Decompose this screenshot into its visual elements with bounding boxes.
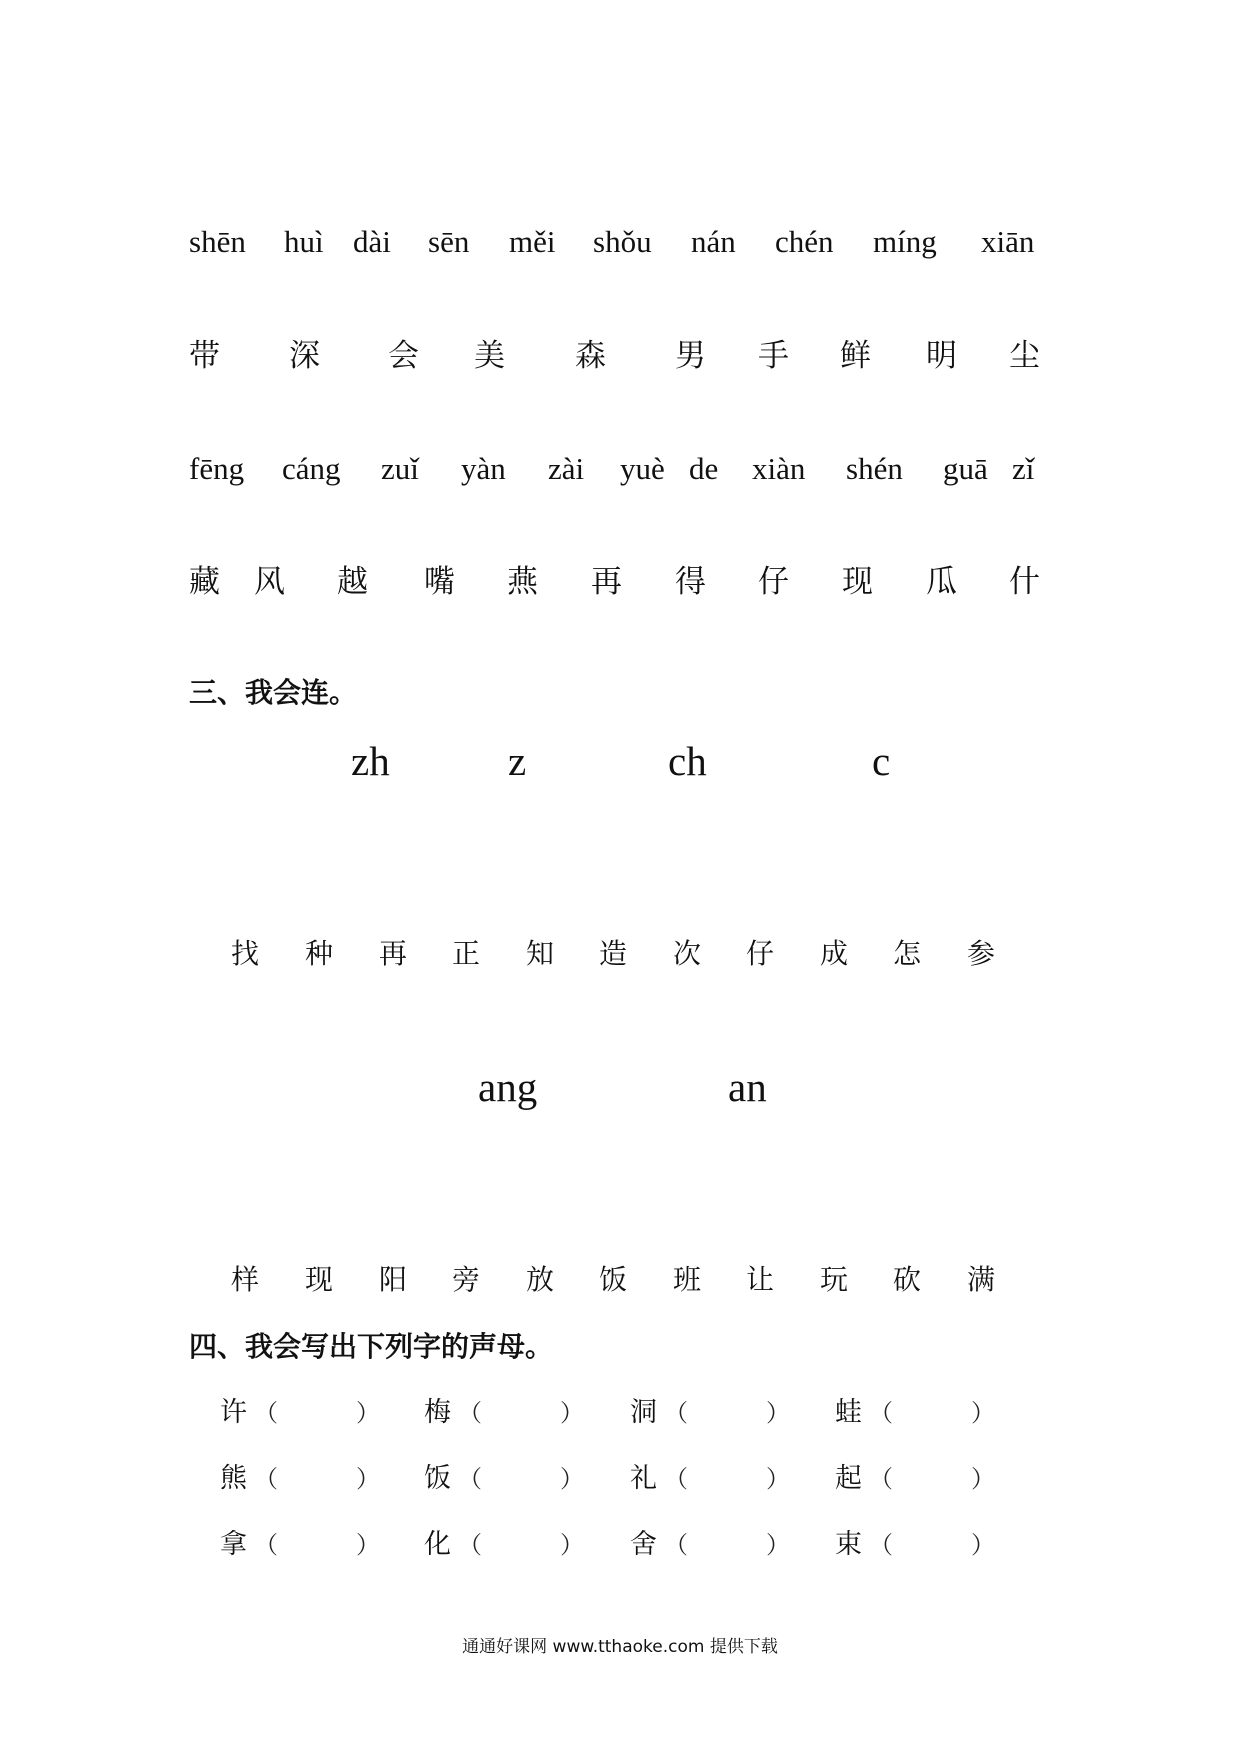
hanzi-item: 美 [474, 338, 505, 374]
footer-credit: 通通好课网 www.tthaoke.com 提供下载 [462, 1637, 778, 1657]
match-char: 正 [452, 937, 481, 970]
hanzi-item: 嘴 [424, 564, 455, 600]
pinyin-item: xiàn [752, 451, 806, 486]
hanzi-row-2 [0, 562, 1240, 622]
final-item: ang [478, 1064, 538, 1110]
match-char: 知 [526, 937, 555, 970]
pinyin-item: cáng [282, 451, 341, 486]
paren-open: （ [458, 1531, 482, 1559]
quiz-char: 化 [424, 1529, 451, 1560]
paren-close: ） [560, 1465, 584, 1493]
match-char: 阳 [379, 1263, 408, 1296]
pinyin-item: nán [691, 224, 736, 259]
paren-open: （ [458, 1399, 482, 1427]
paren-open: （ [664, 1399, 688, 1427]
pinyin-item: dài [353, 224, 391, 259]
paren-close: ） [356, 1399, 380, 1427]
paren-open: （ [869, 1465, 893, 1493]
hanzi-item: 仔 [758, 564, 789, 600]
pinyin-item: zuǐ [381, 451, 419, 486]
quiz-char: 梅 [424, 1397, 451, 1428]
hanzi-item: 风 [254, 564, 285, 600]
quiz-char: 礼 [630, 1463, 657, 1494]
initial-item: ch [668, 738, 707, 784]
paren-close: ） [971, 1465, 995, 1493]
pinyin-item: de [689, 451, 719, 486]
pinyin-row-2 [0, 449, 1240, 509]
pinyin-item: yàn [461, 451, 506, 486]
initial-quiz-row-2 [0, 1459, 1240, 1519]
match-char: 种 [305, 937, 334, 970]
paren-close: ） [766, 1531, 790, 1559]
pinyin-item: fēng [189, 451, 245, 486]
hanzi-item: 燕 [507, 564, 538, 600]
section-4-heading: 四、我会写出下列字的声母。 [189, 1330, 554, 1363]
initial-quiz-row-3 [0, 1525, 1240, 1585]
pinyin-item: shǒu [593, 224, 652, 259]
initial-item: c [872, 738, 891, 784]
paren-open: （ [664, 1531, 688, 1559]
match-char: 仔 [746, 937, 775, 970]
pinyin-item: zài [548, 451, 585, 486]
quiz-char: 饭 [424, 1463, 451, 1494]
finals-row [0, 1063, 1240, 1123]
hanzi-item: 深 [289, 338, 320, 374]
paren-open: （ [254, 1399, 278, 1427]
paren-open: （ [458, 1465, 482, 1493]
hanzi-item: 森 [575, 338, 606, 374]
quiz-char: 许 [220, 1397, 247, 1428]
paren-open: （ [869, 1399, 893, 1427]
quiz-char: 洞 [630, 1397, 657, 1428]
hanzi-item: 瓜 [926, 564, 957, 600]
paren-close: ） [766, 1399, 790, 1427]
quiz-char: 束 [835, 1529, 862, 1560]
match-char: 再 [379, 937, 408, 970]
paren-open: （ [869, 1531, 893, 1559]
match-char: 找 [231, 937, 260, 970]
hanzi-item: 会 [388, 338, 419, 374]
paren-close: ） [560, 1531, 584, 1559]
hanzi-item: 尘 [1009, 338, 1040, 374]
pinyin-item: míng [873, 224, 937, 259]
quiz-char: 熊 [220, 1463, 247, 1494]
hanzi-item: 现 [842, 564, 873, 600]
match-char: 砍 [893, 1263, 922, 1296]
hanzi-row-1 [0, 336, 1240, 396]
paren-open: （ [254, 1531, 278, 1559]
match-char: 现 [305, 1263, 334, 1296]
paren-open: （ [254, 1465, 278, 1493]
paren-close: ） [766, 1465, 790, 1493]
match-char: 次 [673, 937, 702, 970]
match-char: 玩 [820, 1263, 849, 1296]
match-char: 旁 [452, 1263, 481, 1296]
hanzi-item: 什 [1009, 564, 1040, 600]
paren-open: （ [664, 1465, 688, 1493]
quiz-char: 拿 [220, 1529, 247, 1560]
pinyin-item: sēn [428, 224, 470, 259]
match-char: 让 [746, 1263, 775, 1296]
match-char: 班 [673, 1263, 702, 1296]
initial-item: zh [351, 738, 390, 784]
pinyin-item: guā [943, 451, 988, 486]
match-char: 参 [967, 937, 996, 970]
pinyin-item: chén [775, 224, 834, 259]
quiz-char: 蛙 [835, 1397, 862, 1428]
pinyin-item: yuè [620, 451, 665, 486]
hanzi-item: 藏 [189, 564, 220, 600]
hanzi-item: 鲜 [840, 338, 871, 374]
hanzi-item: 越 [337, 564, 368, 600]
hanzi-item: 带 [189, 338, 220, 374]
pinyin-row-1 [0, 222, 1240, 282]
match-char: 满 [967, 1263, 996, 1296]
hanzi-item: 手 [758, 338, 789, 374]
section-3-heading: 三、我会连。 [189, 676, 358, 709]
paren-close: ） [971, 1531, 995, 1559]
hanzi-item: 明 [926, 338, 957, 374]
match-chars-row-2 [0, 1260, 1240, 1320]
pinyin-item: shēn [189, 224, 246, 259]
hanzi-item: 得 [675, 564, 706, 600]
match-char: 饭 [599, 1263, 628, 1296]
match-char: 造 [599, 937, 628, 970]
pinyin-item: shén [846, 451, 903, 486]
initial-quiz-row-1 [0, 1393, 1240, 1453]
match-chars-row-1 [0, 934, 1240, 994]
pinyin-item: huì [284, 224, 324, 259]
initials-row [0, 737, 1240, 797]
match-char: 样 [231, 1263, 260, 1296]
paren-close: ） [971, 1399, 995, 1427]
paren-close: ） [560, 1399, 584, 1427]
quiz-char: 舍 [630, 1529, 657, 1560]
quiz-char: 起 [835, 1463, 862, 1494]
initial-item: z [508, 738, 527, 784]
match-char: 放 [526, 1263, 555, 1296]
match-char: 成 [820, 937, 849, 970]
match-char: 怎 [893, 937, 922, 970]
pinyin-item: zǐ [1012, 451, 1035, 486]
hanzi-item: 男 [675, 338, 706, 374]
final-item: an [728, 1064, 767, 1110]
paren-close: ） [356, 1465, 380, 1493]
pinyin-item: xiān [981, 224, 1035, 259]
paren-close: ） [356, 1531, 380, 1559]
pinyin-item: měi [509, 224, 556, 259]
hanzi-item: 再 [591, 564, 622, 600]
